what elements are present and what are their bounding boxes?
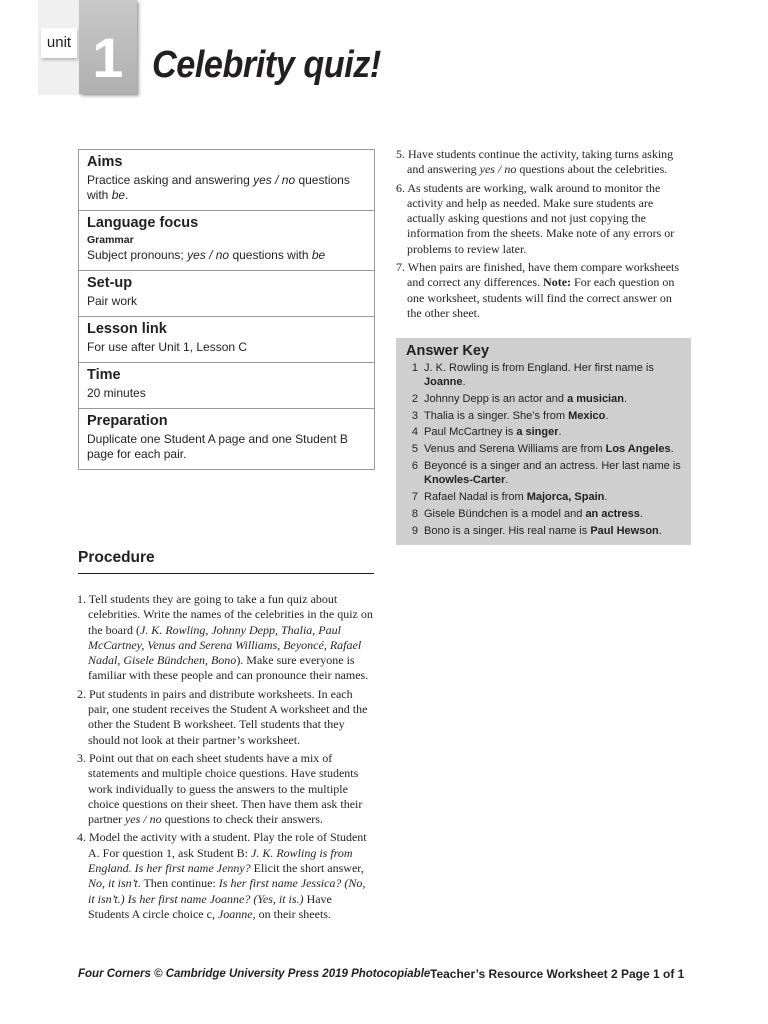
answer-key-answer: a musician: [567, 392, 624, 405]
answer-key-text: [424, 460, 681, 488]
procedure-step-text: Tell students they are going to take a fun quiz about celebrities. Write the names of the celebrities in the quiz on the board (: [88, 592, 373, 637]
procedure-step-text: questions about the celebrities.: [516, 162, 668, 177]
page-title: Celebrity quiz!: [152, 44, 381, 86]
procedure-step: [396, 181, 686, 257]
procedure-heading: Procedure: [78, 549, 155, 566]
info-text-part: Practice asking and answering: [87, 173, 254, 187]
info-section: [79, 363, 374, 409]
answer-key-item: [406, 491, 681, 505]
answer-key-item: [406, 362, 681, 390]
answer-key-list: [406, 362, 681, 539]
info-section-heading: Lesson link: [87, 321, 167, 337]
procedure-step-number: 7.: [396, 260, 408, 275]
answer-key-end: .: [623, 392, 628, 405]
procedure-step-number: 3.: [77, 750, 89, 765]
answer-key-box: [396, 338, 691, 545]
answer-key-answer: Majorca, Spain: [526, 490, 605, 503]
procedure-rule: [78, 573, 374, 574]
procedure-step-text: Joanne: [217, 906, 253, 921]
answer-key-item: [406, 410, 681, 424]
procedure-step-text: When pairs are finished, have them compare worksheets and correct any differences.: [407, 260, 680, 290]
procedure-step-text: Put students in pairs and distribute worksheets. In each pair, one student receives the Student A worksheet and the other the Student B worksheet. Tell students that they should not look at their partner’s worksheet.: [88, 686, 368, 747]
answer-key-number: 4: [411, 426, 418, 439]
info-section: [79, 211, 374, 271]
procedure-steps-right: [396, 147, 686, 324]
procedure-step-number: 1.: [77, 592, 89, 606]
answer-key-end: .: [604, 490, 608, 503]
answer-key-answer: an actress: [585, 507, 640, 520]
info-section: [79, 271, 374, 317]
answer-key-answer: Paul Hewson: [590, 524, 659, 537]
answer-key-number: 6: [411, 460, 418, 473]
info-section: [79, 409, 374, 469]
answer-key-text: [424, 426, 681, 440]
info-section-subheading: Grammar: [87, 234, 134, 246]
procedure-step-text: J. K. Rowling, Johnny Depp, Thalia, Paul McCartney, Venus and Serena Williams, Beyoncé, Rafael Nadal, Gisele Bündchen, Bono: [88, 622, 362, 668]
answer-key-text: [424, 362, 681, 390]
info-section-text: [87, 340, 366, 355]
procedure-step-text: ). Make sure everyone is familiar with these people and can pronounce their names.: [88, 653, 369, 683]
info-section-text: [87, 173, 366, 203]
answer-key-prompt: J. K. Rowling is from England. Her first name is: [424, 362, 654, 374]
answer-key-text: [424, 393, 681, 407]
procedure-step-text: , on their sheets.: [252, 906, 331, 921]
lesson-info-box: [78, 149, 375, 470]
procedure-step-text: Is her first name Jessica? (No, it isn’t.) Is her first name Joanne? (Yes, it is.): [88, 876, 366, 906]
procedure-step-text: Have students continue the activity, taking turns asking and answering: [407, 147, 674, 177]
answer-key-prompt: Beyoncé is a singer and an actress. Her last name is: [424, 460, 681, 473]
answer-key-end: .: [605, 409, 609, 422]
procedure-step-text: J. K. Rowling is from England. Is her first name Jenny?: [88, 845, 353, 876]
info-section-text: [87, 432, 366, 462]
procedure-step-text: No, it isn’t: [88, 876, 138, 891]
info-section-heading: Set-up: [87, 275, 133, 291]
info-text-part: Subject pronouns;: [87, 248, 188, 262]
answer-key-text: [424, 525, 681, 539]
procedure-step-number: 2.: [77, 686, 89, 701]
procedure-step-text: Model the activity with a student. Play the role of Student A. For question 1, ask Student B:: [88, 830, 367, 860]
info-section-text: [87, 386, 366, 401]
procedure-step-number: 6.: [396, 180, 408, 195]
answer-key-end: .: [505, 474, 509, 487]
answer-key-answer: Mexico: [568, 409, 606, 422]
info-text-part: be: [311, 248, 326, 262]
procedure-step-text: Have Students A circle choice c,: [88, 891, 332, 921]
procedure-step-number: 5.: [396, 147, 408, 161]
answer-key-end: .: [658, 524, 662, 537]
answer-key-item: [406, 393, 681, 407]
procedure-step-text: For each question on one worksheet, students will find the correct answer on the other sheet.: [407, 275, 675, 320]
info-text-part: Pair work: [87, 294, 138, 308]
info-text-part: yes / no: [253, 173, 296, 187]
answer-key-end: .: [558, 426, 562, 439]
procedure-step-text: . Then continue:: [137, 876, 219, 891]
answer-key-prompt: Thalia is a singer. She’s from: [424, 409, 569, 422]
answer-key-answer: Knowles-Carter: [424, 474, 506, 487]
procedure-step-text: yes / no: [479, 162, 517, 177]
info-section-heading: Aims: [87, 154, 123, 170]
answer-key-prompt: Venus and Serena Williams are from: [424, 443, 606, 456]
procedure-step: [77, 751, 375, 827]
info-section-text: [87, 248, 366, 263]
answer-key-text: [424, 508, 681, 522]
procedure-step: [77, 592, 375, 684]
answer-key-number: 1: [411, 362, 418, 374]
info-text-part: 20 minutes: [87, 386, 146, 400]
procedure-step-text: Point out that on each sheet students have a mix of statements and multiple choice questions. Have students work individually to guess the answers to the multiple choice questions on their sheet. Then have them ask their partner: [88, 750, 363, 827]
procedure-steps-left: [77, 592, 375, 925]
answer-key-answer: Joanne: [424, 375, 463, 388]
procedure-step: [77, 830, 375, 922]
info-text-part: questions with: [87, 173, 350, 202]
answer-key-number: 5: [411, 443, 418, 456]
info-section: [79, 150, 374, 211]
answer-key-text: [424, 443, 681, 457]
unit-label: unit: [41, 28, 77, 58]
unit-number: 1: [79, 0, 137, 94]
procedure-step-number: 4.: [77, 830, 89, 845]
answer-key-item: [406, 426, 681, 440]
info-text-part: For use after Unit 1, Lesson C: [87, 340, 248, 354]
procedure-step-text: yes / no: [124, 812, 162, 827]
info-section: [79, 317, 374, 363]
info-section-heading: Preparation: [87, 413, 168, 429]
procedure-step-text: questions to check their answers.: [161, 812, 323, 827]
footer-page-info: Teacher’s Resource Worksheet 2 Page 1 of 1: [430, 967, 685, 981]
procedure-step-text: Elicit the short answer,: [250, 861, 364, 876]
answer-key-end: .: [670, 443, 674, 456]
answer-key-prompt: Bono is a singer. His real name is: [424, 524, 591, 537]
answer-key-item: [406, 508, 681, 522]
info-section-heading: Language focus: [87, 215, 199, 231]
info-text-part: Duplicate one Student A page and one Student B page for each pair.: [87, 432, 348, 461]
procedure-step: [396, 147, 686, 178]
info-text-part: .: [125, 188, 129, 202]
info-text-part: be: [111, 188, 126, 202]
answer-key-number: 2: [411, 392, 418, 405]
answer-key-number: 9: [411, 524, 418, 537]
footer-copyright: Four Corners © Cambridge University Press 2019 Photocopiable: [78, 968, 431, 980]
info-text-part: questions with: [229, 248, 312, 262]
answer-key-number: 3: [411, 409, 418, 422]
answer-key-text: [424, 491, 681, 505]
answer-key-number: 7: [411, 490, 418, 503]
info-section-heading: Time: [87, 367, 121, 383]
procedure-step: [396, 260, 686, 321]
answer-key-answer: Los Angeles: [605, 443, 671, 456]
procedure-step-text: Note:: [543, 275, 572, 290]
answer-key-heading: Answer Key: [406, 343, 490, 359]
answer-key-answer: a singer: [516, 426, 559, 439]
answer-key-end: .: [462, 375, 466, 388]
answer-key-item: [406, 460, 681, 488]
procedure-step: [77, 687, 375, 748]
answer-key-item: [406, 443, 681, 457]
answer-key-prompt: Paul McCartney is: [424, 426, 517, 439]
answer-key-prompt: Rafael Nadal is from: [424, 490, 527, 503]
info-section-text: [87, 294, 366, 309]
answer-key-end: .: [639, 507, 643, 520]
answer-key-text: [424, 410, 681, 424]
answer-key-prompt: Johnny Depp is an actor and: [424, 392, 568, 405]
answer-key-number: 8: [411, 507, 418, 520]
answer-key-item: [406, 525, 681, 539]
info-text-part: yes / no: [187, 248, 230, 262]
answer-key-prompt: Gisele Bündchen is a model and: [424, 507, 586, 520]
procedure-step-text: As students are working, walk around to monitor the activity and help as needed. Make sure students are actually asking questions and not just copying the information from the sheets. Make note of any errors or problems to review later.: [407, 180, 675, 256]
